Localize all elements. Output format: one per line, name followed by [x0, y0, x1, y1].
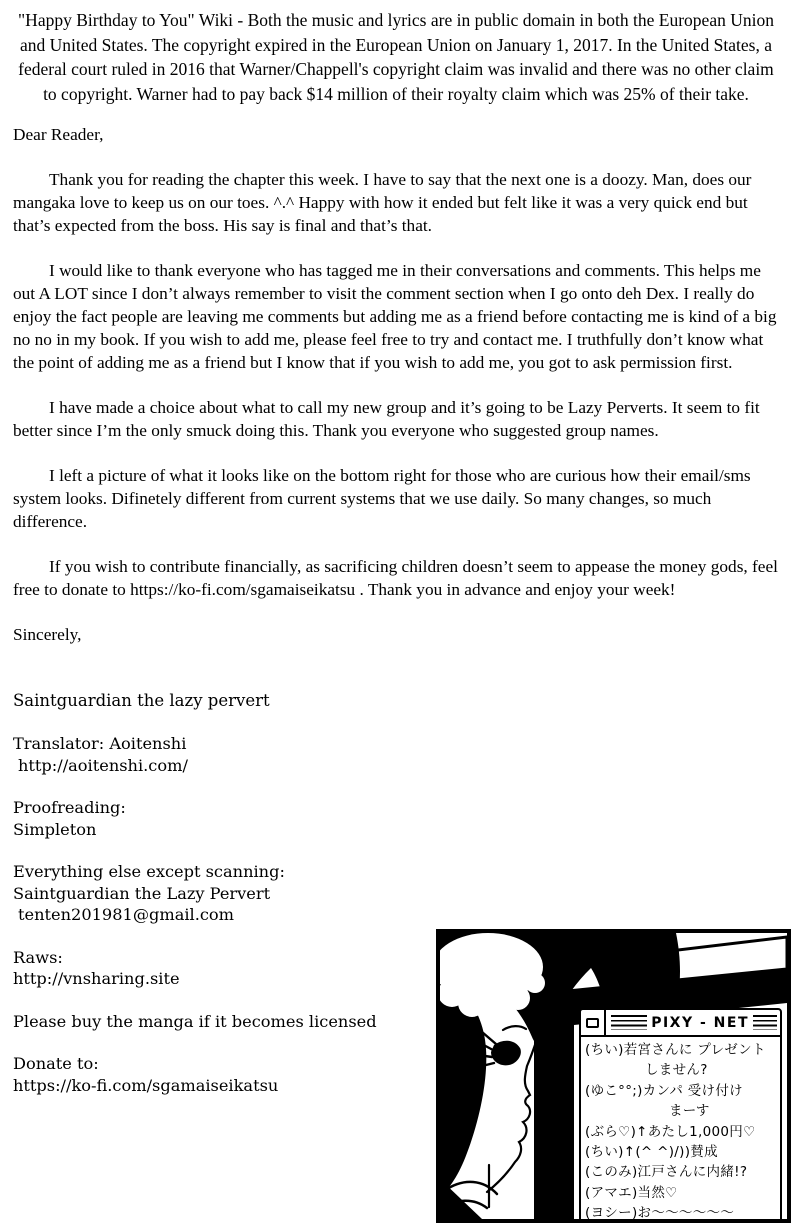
signature: Saintguardian the lazy pervert — [13, 691, 270, 711]
credit-link: http://vnsharing.site — [13, 969, 180, 989]
window-button-icon — [586, 1018, 599, 1028]
letter-paragraph: Thank you for reading the chapter this week. I have to say that the next one is a doozy. Man, does our mangaka love to keep us on our toes. ^.^ Happy with how it ended but felt like it was a very quick end but that’s expected from the boss. His say is final and that’s that. — [13, 170, 752, 236]
credit-line: Simpleton — [13, 819, 97, 839]
chat-message: (このみ)江戸さんに内緒!? — [585, 1164, 748, 1181]
letter-paragraph: I left a picture of what it looks like on the bottom right for those who are curious how their email/sms system looks. Difinetely different from current systems that we use daily. So many changes, so much difference. — [13, 466, 751, 532]
titlebar-stripes-icon — [611, 1015, 647, 1030]
credit-translator — [13, 733, 779, 776]
chat-log — [581, 1037, 780, 1223]
chat-message: (ヨシー)お〜〜〜〜〜〜 — [585, 1205, 735, 1222]
manga-panel — [436, 929, 791, 1223]
credit-line: Translator: Aoitenshi — [13, 734, 187, 754]
credit-everything-else — [13, 861, 779, 926]
chat-message: まーす — [669, 1103, 710, 1120]
titlebar-stripes-icon — [753, 1015, 777, 1030]
credit-line: Saintguardian the Lazy Pervert — [13, 883, 271, 903]
chat-message: (ちい)若宮さんに プレゼント — [585, 1042, 766, 1058]
credit-line: Please buy the manga if it becomes licensed — [13, 1011, 377, 1031]
chat-message: (ゆこ°°;)カンパ 受け付け — [585, 1082, 743, 1099]
credit-line: Proofreading: — [13, 798, 126, 818]
credit-link: https://ko-fi.com/sgamaiseikatsu — [13, 1075, 279, 1095]
credit-line: Everything else except scanning: — [13, 862, 285, 882]
credit-line: Raws: — [13, 947, 63, 967]
letter-paragraph: I would like to thank everyone who has tagged me in their conversations and comments. This helps me out A LOT since I don’t always remember to visit the comment section when I go onto deh Dex. I really do enjoy the fact people are leaving me comments but adding me as a friend before contacting me is kind of a big no no in my book. If you wish to add me, please feel free to try and contact me. I truthfully don’t know what the point of adding me as a friend but I know that if you wish to add me, you got to ask permission first. — [13, 261, 777, 373]
pixy-net-window — [579, 1008, 782, 1223]
copyright-note: "Happy Birthday to You" Wiki - Both the music and lyrics are in public domain in both the European Union and United States. The copyright expired in the European Union on January 1, 2017. In the United States, a federal court ruled in 2016 that Warner/Chappell's copyright claim was invalid and there was no other claim to copyright. Warner had to pay back $14 million of their royalty claim which was 25% of their take. — [18, 10, 774, 104]
shoulder-shadow — [440, 1179, 482, 1219]
credit-proofreading — [13, 797, 779, 840]
chat-message: (ぶら♡)↑あたし1,000円♡ — [585, 1123, 756, 1140]
credit-link: http://aoitenshi.com/ — [18, 755, 188, 775]
closing: Sincerely, — [13, 625, 82, 645]
window-titlebar — [581, 1010, 780, 1037]
credit-email: tenten201981@gmail.com — [18, 905, 235, 925]
chat-message: しません? — [645, 1062, 708, 1079]
window-title: PIXY - NET — [651, 1014, 749, 1031]
letter-paragraph: If you wish to contribute financially, as sacrificing children doesn’t seem to appease the money gods, feel free to donate to https://ko-fi.com/sgamaiseikatsu . Thank you in advance and enjoy your week! — [13, 557, 778, 600]
salutation: Dear Reader, — [13, 125, 104, 145]
chat-message: (アマエ)当然♡ — [585, 1184, 678, 1201]
translator-letter — [0, 123, 792, 712]
letter-paragraph: I have made a choice about what to call my new group and it’s going to be Lazy Perverts. It seem to fit better since I’m the only smuck doing this. Thank you everyone who suggested group names. — [13, 398, 760, 441]
chat-message: (ちい)↑(^ ^)/))賛成 — [585, 1144, 718, 1161]
window-button-cell — [581, 1010, 606, 1035]
credit-line: Donate to: — [13, 1054, 99, 1074]
